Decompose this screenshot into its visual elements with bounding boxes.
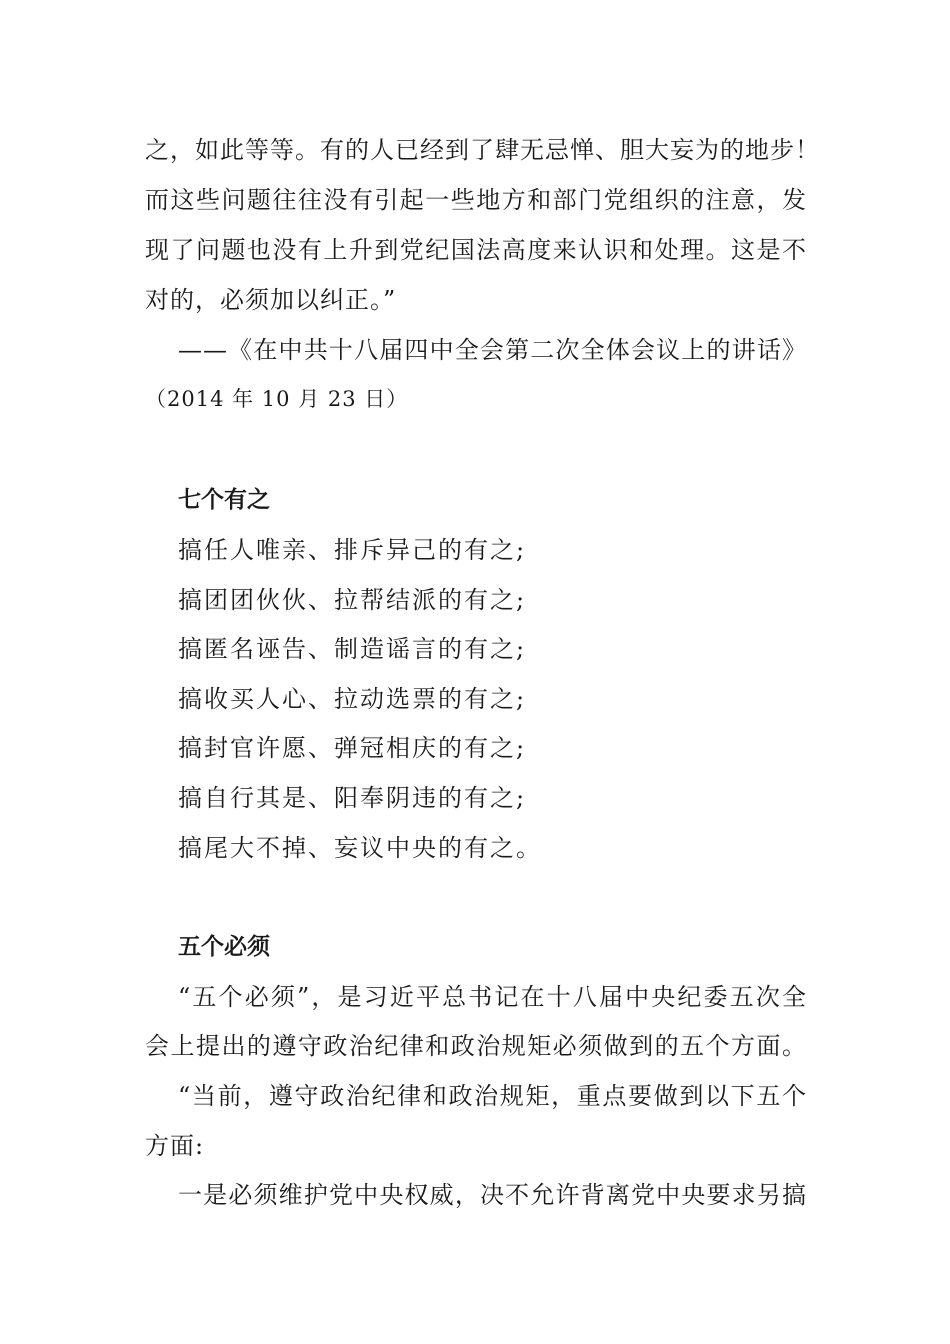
paragraph-line: 会上提出的遵守政治纪律和政治规矩必须做到的五个方面。 [145, 1032, 807, 1060]
intro-line: 而这些问题往往没有引起一些地方和部门党组织的注意，发 [145, 186, 807, 214]
paragraph-line: 一是必须维护党中央权威，决不允许背离党中央要求另搞 [178, 1181, 807, 1209]
intro-line: 之，如此等等。有的人已经到了肆无忌惮、胆大妄为的地步！ [145, 136, 820, 164]
list-item: 搞团团伙伙、拉帮结派的有之; [178, 586, 527, 614]
intro-line: 对的，必须加以纠正。” [145, 286, 397, 314]
source-citation: ——《在中共十八届四中全会第二次全体会议上的讲话》 [178, 336, 807, 364]
paragraph-line: “五个必须”，是习近平总书记在十八届中央纪委五次全 [178, 983, 807, 1011]
list-item: 搞任人唯亲、排斥异己的有之; [178, 536, 527, 564]
section-heading-seven: 七个有之 [178, 487, 270, 513]
paragraph-line: “当前，遵守政治纪律和政治规矩，重点要做到以下五个 [178, 1082, 807, 1110]
section-heading-five: 五个必须 [178, 934, 270, 960]
list-item: 搞尾大不掉、妄议中央的有之。 [178, 834, 542, 862]
list-item: 搞匿名诬告、制造谣言的有之; [178, 635, 527, 663]
list-item: 搞自行其是、阳奉阴违的有之; [178, 784, 527, 812]
paragraph-line: 方面: [145, 1132, 205, 1160]
list-item: 搞封官许愿、弹冠相庆的有之; [178, 734, 527, 762]
citation-date: （2014 年 10 月 23 日） [145, 387, 409, 411]
intro-line: 现了问题也没有上升到党纪国法高度来认识和处理。这是不 [145, 236, 807, 264]
list-item: 搞收买人心、拉动选票的有之; [178, 685, 527, 713]
